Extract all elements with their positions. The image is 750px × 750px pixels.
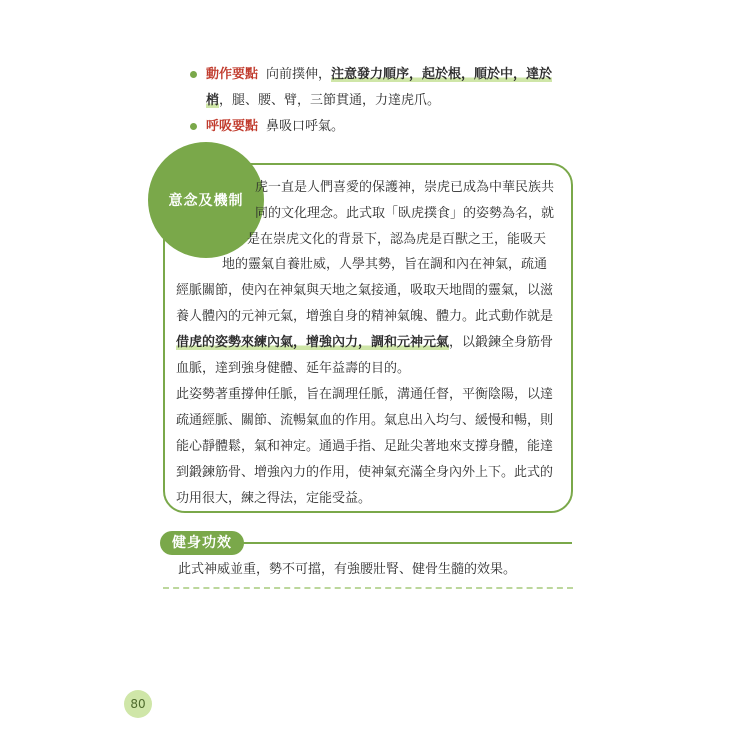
action-point-highlight: 注意發力順序，起於根，順於中，達於 bbox=[331, 67, 553, 82]
meaning-line: 虎一直是人們喜愛的保護神，崇虎已成為中華民族共 bbox=[255, 180, 555, 195]
bullet-dot-icon bbox=[190, 71, 197, 78]
meaning-line: 能心靜體鬆，氣和神定。通過手指、足趾尖著地來支撐身體，能達 bbox=[176, 439, 554, 454]
fitness-title: 健身功效 bbox=[160, 531, 244, 555]
breath-point bbox=[188, 114, 578, 140]
meaning-highlight-line: 借虎的姿勢來練內氣，增強內力，調和元神元氣，以鍛鍊全身筋骨 bbox=[176, 335, 554, 350]
meaning-line: 功用很大，練之得法，定能受益。 bbox=[176, 491, 372, 506]
action-point-continuation: 梢，腿、腰、臂，三節貫通，力達虎爪。 bbox=[206, 93, 441, 108]
meaning-line: 養人體內的元神元氣，增強自身的精神氣魄、體力。此式動作就是 bbox=[176, 309, 554, 324]
action-point-text: 向前撲伸， bbox=[266, 67, 332, 82]
fitness-dashed-divider bbox=[163, 587, 573, 589]
meaning-line: 是在崇虎文化的背景下，認為虎是百獸之王，能吸天 bbox=[247, 232, 547, 247]
key-points-list bbox=[188, 62, 578, 140]
meaning-line: 到鍛鍊筋骨、增強內力的作用，使神氣充滿全身內外上下。此式的 bbox=[176, 465, 554, 480]
meaning-line: 此姿勢著重撐伸任脈，旨在調理任脈，溝通任督，平衡陰陽，以達 bbox=[176, 387, 554, 402]
meaning-title: 意念及機制 bbox=[168, 193, 244, 209]
breath-point-text: 鼻吸口呼氣。 bbox=[266, 119, 345, 134]
meaning-line: 血脈，達到強身健體、延年益壽的目的。 bbox=[176, 361, 411, 376]
page-number: 80 bbox=[124, 690, 152, 718]
action-point-label: 動作要點 bbox=[206, 67, 259, 82]
breath-point-label: 呼吸要點 bbox=[206, 119, 259, 134]
bullet-dot-icon bbox=[190, 123, 197, 130]
meaning-line: 同的文化理念。此式取「臥虎撲食」的姿勢為名，就 bbox=[255, 206, 555, 221]
fitness-divider bbox=[228, 542, 572, 544]
meaning-line: 地的靈氣自養壯威，人學其勢，旨在調和內在神氣，疏通 bbox=[222, 257, 548, 272]
fitness-text: 此式神威並重，勢不可擋，有強腰壯腎、健骨生髓的效果。 bbox=[178, 562, 517, 577]
action-point bbox=[188, 62, 578, 114]
meaning-line: 疏通經脈、關節、流暢氣血的作用。氣息出入均勻、緩慢和暢，則 bbox=[176, 413, 554, 428]
meaning-line: 經脈關節，使內在神氣與天地之氣接通，吸取天地間的靈氣，以滋 bbox=[176, 283, 554, 298]
